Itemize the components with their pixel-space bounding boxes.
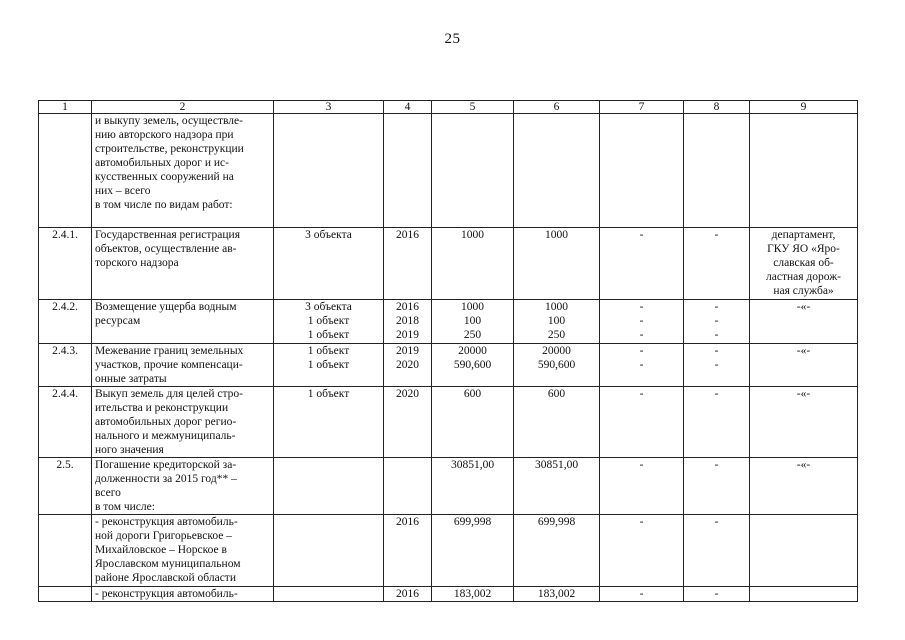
- responsible-line: -«-: [796, 388, 811, 400]
- year-line: 2016: [396, 588, 419, 600]
- amount-cell: [514, 114, 600, 228]
- description-line: Выкуп земель для целей стро-: [95, 388, 243, 400]
- objects-cell: [274, 515, 384, 587]
- row-number-cell: 2.4.4.: [39, 387, 92, 458]
- col7-cell: [600, 515, 684, 587]
- year-line: 2020: [396, 359, 419, 371]
- amount-cell: [514, 587, 600, 602]
- header-cell: 9: [750, 101, 858, 114]
- year-line: 2016: [396, 301, 419, 313]
- row-number-cell: 2.4.2.: [39, 300, 92, 344]
- amount-line: 20000: [458, 345, 487, 357]
- responsible-cell: [750, 515, 858, 587]
- amount-line: 183,002: [453, 588, 492, 600]
- col8-cell: [684, 344, 750, 387]
- objects-cell: [274, 300, 384, 344]
- responsible-cell: [750, 387, 858, 458]
- amount-cell: [514, 458, 600, 515]
- col8-cell: [684, 458, 750, 515]
- description-line: всего: [95, 487, 121, 499]
- col8-cell: [684, 515, 750, 587]
- responsible-line: ная служба»: [773, 285, 834, 297]
- col7-line: -: [639, 516, 644, 528]
- amount-line: 20000: [542, 345, 571, 357]
- objects-cell: [274, 587, 384, 602]
- header-cell: 4: [384, 101, 432, 114]
- objects-cell: [274, 458, 384, 515]
- year-line: 2019: [396, 329, 419, 341]
- description-line: Государственная регистрация: [95, 229, 240, 241]
- amount-cell: [432, 300, 514, 344]
- col7-line: -: [639, 315, 644, 327]
- col7-line: -: [639, 388, 644, 400]
- year-cell: [384, 344, 432, 387]
- description-line: нального и межмуниципаль-: [95, 430, 236, 442]
- table-row: [39, 458, 858, 515]
- year-cell: [384, 114, 432, 228]
- objects-cell: [274, 114, 384, 228]
- description-cell: [92, 515, 274, 587]
- col7-cell: [600, 344, 684, 387]
- description-line: Возмещение ущерба водным: [95, 301, 237, 313]
- description-line: автомобильных дорог регио-: [95, 416, 237, 428]
- row-number-cell: 2.4.3.: [39, 344, 92, 387]
- amount-line: 250: [463, 329, 482, 341]
- amount-cell: [514, 344, 600, 387]
- header-cell: 2: [92, 101, 274, 114]
- plan-table: [38, 100, 858, 602]
- col7-cell: [600, 458, 684, 515]
- amount-cell: [432, 114, 514, 228]
- amount-cell: [432, 587, 514, 602]
- amount-line: 699,998: [537, 516, 576, 528]
- col7-cell: [600, 387, 684, 458]
- year-cell: [384, 458, 432, 515]
- row-number-cell: [39, 587, 92, 602]
- description-line: нию авторского надзора при: [95, 129, 234, 141]
- header-cell: 8: [684, 101, 750, 114]
- description-line: Михайловское – Норское в: [95, 544, 227, 556]
- amount-line: 590,600: [453, 359, 492, 371]
- col8-cell: [684, 587, 750, 602]
- amount-line: 1000: [461, 229, 484, 241]
- responsible-line: славская об-: [773, 257, 834, 269]
- responsible-line: ГКУ ЯО «Яро-: [767, 243, 840, 255]
- description-line: автомобильных дорог и ис-: [95, 157, 229, 169]
- description-line: Ярославском муниципальном: [95, 558, 241, 570]
- year-line: 2019: [396, 345, 419, 357]
- col8-line: -: [714, 329, 719, 341]
- col7-line: -: [639, 588, 644, 600]
- objects-cell: [274, 228, 384, 300]
- description-line: - реконструкция автомобиль-: [95, 588, 238, 600]
- description-line: ного значения: [95, 444, 164, 456]
- col8-cell: [684, 387, 750, 458]
- col7-line: -: [639, 459, 644, 471]
- col8-line: -: [714, 301, 719, 313]
- description-line: и выкупу земель, осуществле-: [95, 115, 243, 127]
- amount-line: 183,002: [537, 588, 576, 600]
- amount-cell: [432, 387, 514, 458]
- description-line: ресурсам: [95, 315, 141, 327]
- amount-cell: [514, 300, 600, 344]
- header-cell: 7: [600, 101, 684, 114]
- amount-cell: [514, 515, 600, 587]
- row-number-cell: [39, 515, 92, 587]
- header-cell: 1: [39, 101, 92, 114]
- col8-cell: [684, 114, 750, 228]
- description-line: - реконструкция автомобиль-: [95, 516, 238, 528]
- description-cell: [92, 344, 274, 387]
- amount-line: 1000: [545, 229, 568, 241]
- amount-line: 600: [547, 388, 566, 400]
- col7-cell: [600, 114, 684, 228]
- description-line: долженности за 2015 год** –: [95, 473, 237, 485]
- objects-line: 3 объекта: [305, 229, 352, 241]
- amount-cell: [432, 515, 514, 587]
- col8-line: -: [714, 229, 719, 241]
- col8-line: -: [714, 345, 719, 357]
- description-line: онные затраты: [95, 373, 167, 385]
- amount-line: 250: [547, 329, 566, 341]
- header-cell: 5: [432, 101, 514, 114]
- col8-cell: [684, 300, 750, 344]
- responsible-cell: [750, 228, 858, 300]
- objects-line: 1 объект: [307, 329, 350, 341]
- amount-cell: [432, 458, 514, 515]
- col8-cell: [684, 228, 750, 300]
- amount-line: 1000: [545, 301, 568, 313]
- amount-line: 699,998: [453, 516, 492, 528]
- col7-line: -: [639, 345, 644, 357]
- description-line: участков, прочие компенсаци-: [95, 359, 243, 371]
- amount-line: 100: [463, 315, 482, 327]
- col8-line: -: [714, 588, 719, 600]
- amount-cell: [514, 387, 600, 458]
- amount-line: 100: [547, 315, 566, 327]
- description-line: в том числе:: [95, 501, 155, 513]
- amount-line: 30851,00: [450, 459, 495, 471]
- table-row: [39, 387, 858, 458]
- row-number-cell: [39, 114, 92, 228]
- col7-cell: [600, 300, 684, 344]
- row-number-cell: 2.4.1.: [39, 228, 92, 300]
- objects-line: 1 объект: [307, 359, 350, 371]
- year-cell: [384, 300, 432, 344]
- amount-line: 1000: [461, 301, 484, 313]
- responsible-cell: [750, 344, 858, 387]
- table-row: [39, 300, 858, 344]
- year-line: 2020: [396, 388, 419, 400]
- table-row: [39, 587, 858, 602]
- description-line: в том числе по видам работ:: [95, 199, 233, 211]
- col8-line: -: [714, 388, 719, 400]
- year-line: 2016: [396, 516, 419, 528]
- description-cell: [92, 114, 274, 228]
- responsible-cell: [750, 587, 858, 602]
- responsible-cell: [750, 300, 858, 344]
- table-row: [39, 344, 858, 387]
- col8-line: -: [714, 359, 719, 371]
- amount-cell: [514, 228, 600, 300]
- page-number: 25: [444, 31, 461, 47]
- header-cell: 3: [274, 101, 384, 114]
- col7-cell: [600, 587, 684, 602]
- objects-line: 1 объект: [307, 388, 350, 400]
- description-line: кусственных сооружений на: [95, 171, 234, 183]
- year-cell: [384, 515, 432, 587]
- table-row: [39, 228, 858, 300]
- year-cell: [384, 228, 432, 300]
- amount-line: 590,600: [537, 359, 576, 371]
- amount-line: 30851,00: [534, 459, 579, 471]
- table-row: [39, 515, 858, 587]
- description-line: объектов, осуществление ав-: [95, 243, 237, 255]
- description-line: ительства и реконструкции: [95, 402, 229, 414]
- description-line: строительстве, реконструкции: [95, 143, 244, 155]
- description-line: торского надзора: [95, 257, 179, 269]
- col7-line: -: [639, 329, 644, 341]
- row-number-cell: 2.5.: [39, 458, 92, 515]
- description-cell: [92, 458, 274, 515]
- responsible-cell: [750, 458, 858, 515]
- objects-line: 1 объект: [307, 345, 350, 357]
- description-line: районе Ярославской области: [95, 572, 236, 584]
- responsible-line: департамент,: [771, 229, 836, 241]
- col7-line: -: [639, 301, 644, 313]
- header-cell: 6: [514, 101, 600, 114]
- amount-cell: [432, 228, 514, 300]
- responsible-line: -«-: [796, 345, 811, 357]
- col8-line: -: [714, 459, 719, 471]
- responsible-line: -«-: [796, 301, 811, 313]
- responsible-cell: [750, 114, 858, 228]
- description-cell: [92, 300, 274, 344]
- col8-line: -: [714, 516, 719, 528]
- description-line: ной дороги Григорьевское –: [95, 530, 232, 542]
- amount-cell: [432, 344, 514, 387]
- description-line: них – всего: [95, 185, 151, 197]
- description-line: Погашение кредиторской за-: [95, 459, 237, 471]
- year-line: 2016: [396, 229, 419, 241]
- description-cell: [92, 587, 274, 602]
- responsible-line: -«-: [796, 459, 811, 471]
- col7-line: -: [639, 359, 644, 371]
- year-cell: [384, 387, 432, 458]
- objects-cell: [274, 387, 384, 458]
- col8-line: -: [714, 315, 719, 327]
- objects-cell: [274, 344, 384, 387]
- description-cell: [92, 228, 274, 300]
- year-line: 2018: [396, 315, 419, 327]
- description-cell: [92, 387, 274, 458]
- header-row: [39, 101, 858, 114]
- objects-line: 3 объекта: [305, 301, 352, 313]
- responsible-line: ластная дорож-: [766, 271, 841, 283]
- year-cell: [384, 587, 432, 602]
- col7-line: -: [639, 229, 644, 241]
- objects-line: 1 объект: [307, 315, 350, 327]
- amount-line: 600: [463, 388, 482, 400]
- col7-cell: [600, 228, 684, 300]
- description-line: Межевание границ земельных: [95, 345, 244, 357]
- continuation-row: [39, 114, 858, 228]
